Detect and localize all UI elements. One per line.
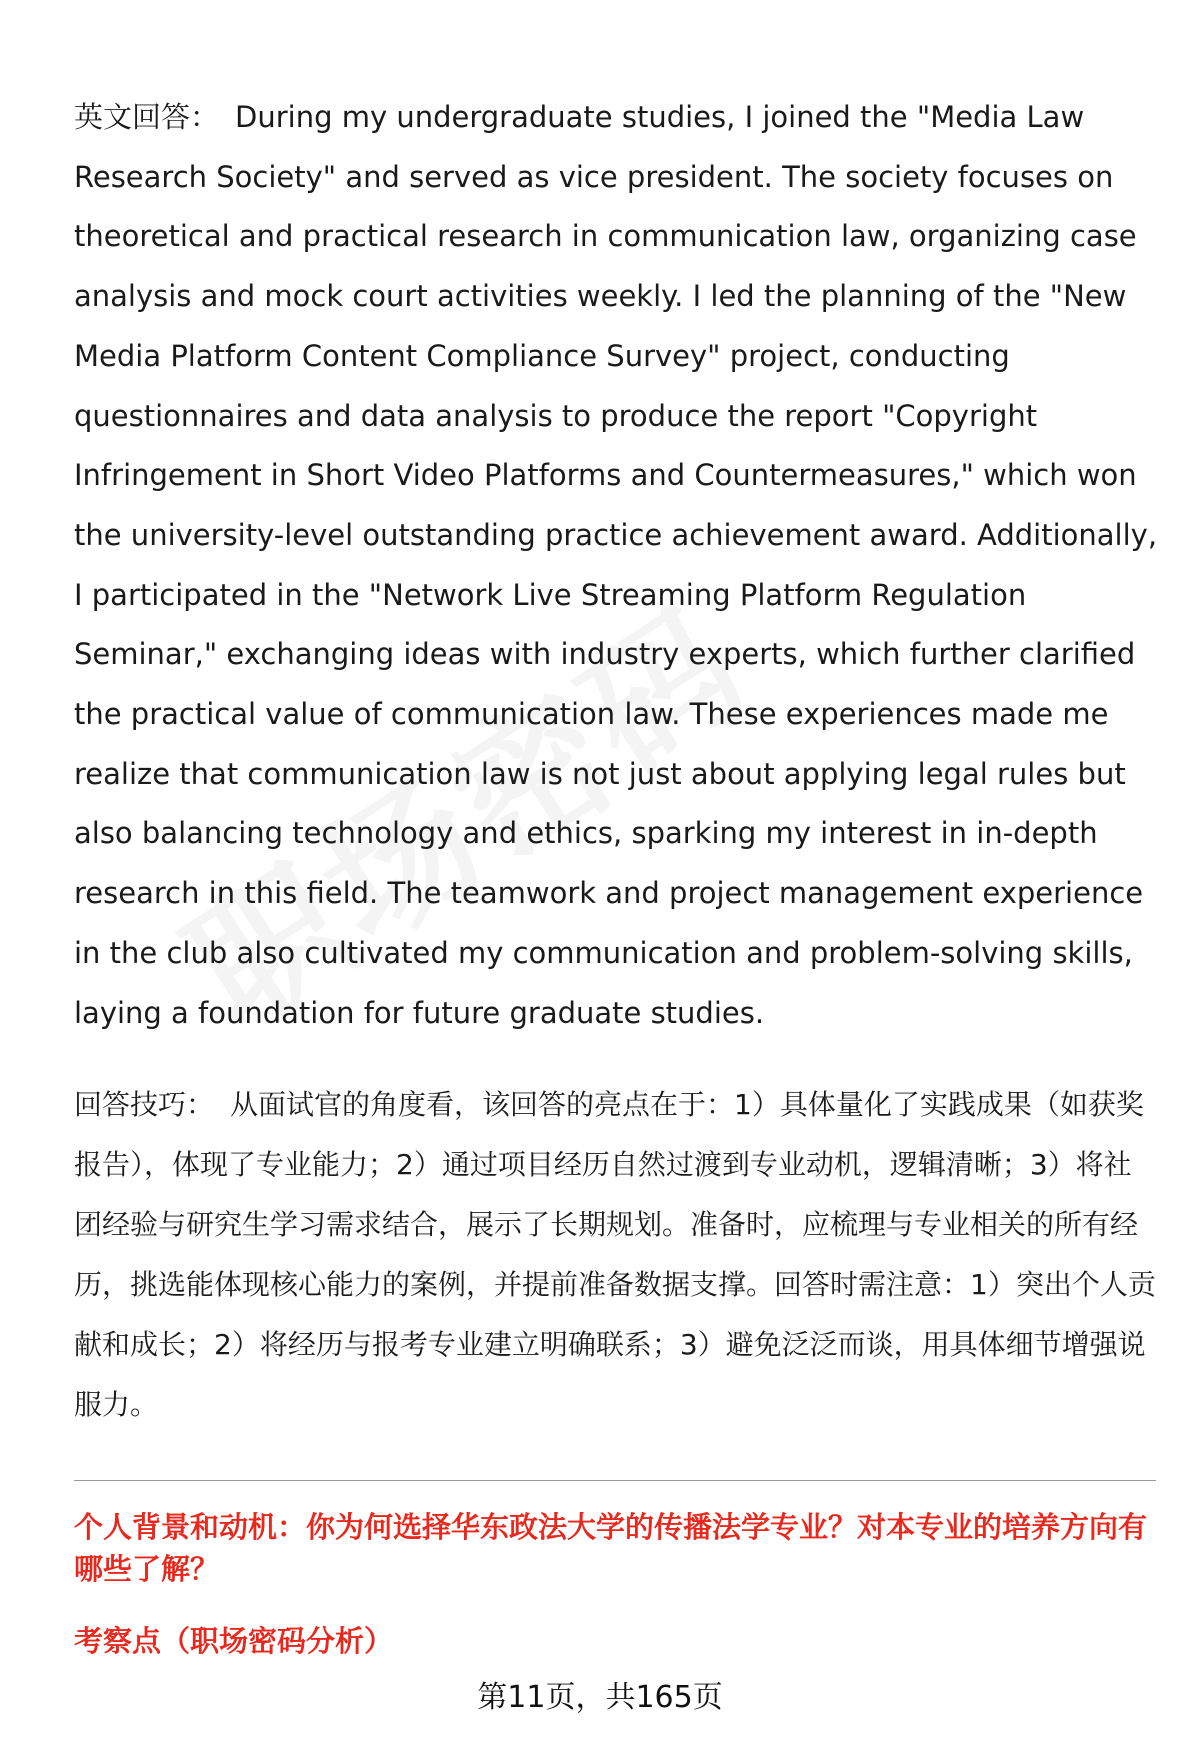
assessment-point-heading: 考察点（职场密码分析） xyxy=(74,1624,394,1658)
interview-question-heading: 个人背景和动机：你为何选择华东政法大学的传播法学专业？对本专业的培养方向有哪些了解？ xyxy=(74,1510,1148,1586)
english-answer-paragraph xyxy=(74,88,1159,1043)
answer-tips-label: 回答技巧： xyxy=(74,1088,215,1121)
page-indicator: 第11页，共165页 xyxy=(477,1680,723,1715)
answer-tips-text: 从面试官的角度看，该回答的亮点在于：1）具体量化了实践成果（如获奖报告），体现了专业能力；2）通过项目经历自然过渡到专业动机，逻辑清晰；3）将社团经验与研究生学习需求结合，展示了长期规划。准备时，应梳理与专业相关的所有经历，挑选能体现核心能力的案例，并提前准备数据支撑。回答时需注意：1）突出个人贡献和成长；2）将经历与报考专业建立明确联系；3）避免泛泛而谈，用具体细节增强说服力。 xyxy=(74,1088,1156,1421)
section-divider xyxy=(74,1480,1156,1481)
english-answer-label: 英文回答： xyxy=(74,100,220,134)
answer-tips-paragraph xyxy=(74,1075,1159,1435)
english-answer-text: During my undergraduate studies, I joined the "Media Law Research Society" and served as vice president. The society focuses on theoretical and practical research in communication law, organizing case analysis and mock court activities weekly. I led the planning of the "New Media Platform Content Compliance Survey" project, conducting questionnaires and data analysis to produce the report "Copyright Infringement in Short Video Platforms and Countermeasures," which won the university-level outstanding practice achievement award. Additionally, I participated in the "Network Live Streaming Platform Regulation Seminar," exchanging ideas with industry experts, which further clarified the practical value of communication law. These experiences made me realize that communication law is not just about applying legal rules but also balancing technology and ethics, sparking my interest in in-depth research in this field. The teamwork and project management experience in the club also cultivated my communication and problem-solving skills, laying a foundation for future graduate studies. xyxy=(74,100,1158,1030)
